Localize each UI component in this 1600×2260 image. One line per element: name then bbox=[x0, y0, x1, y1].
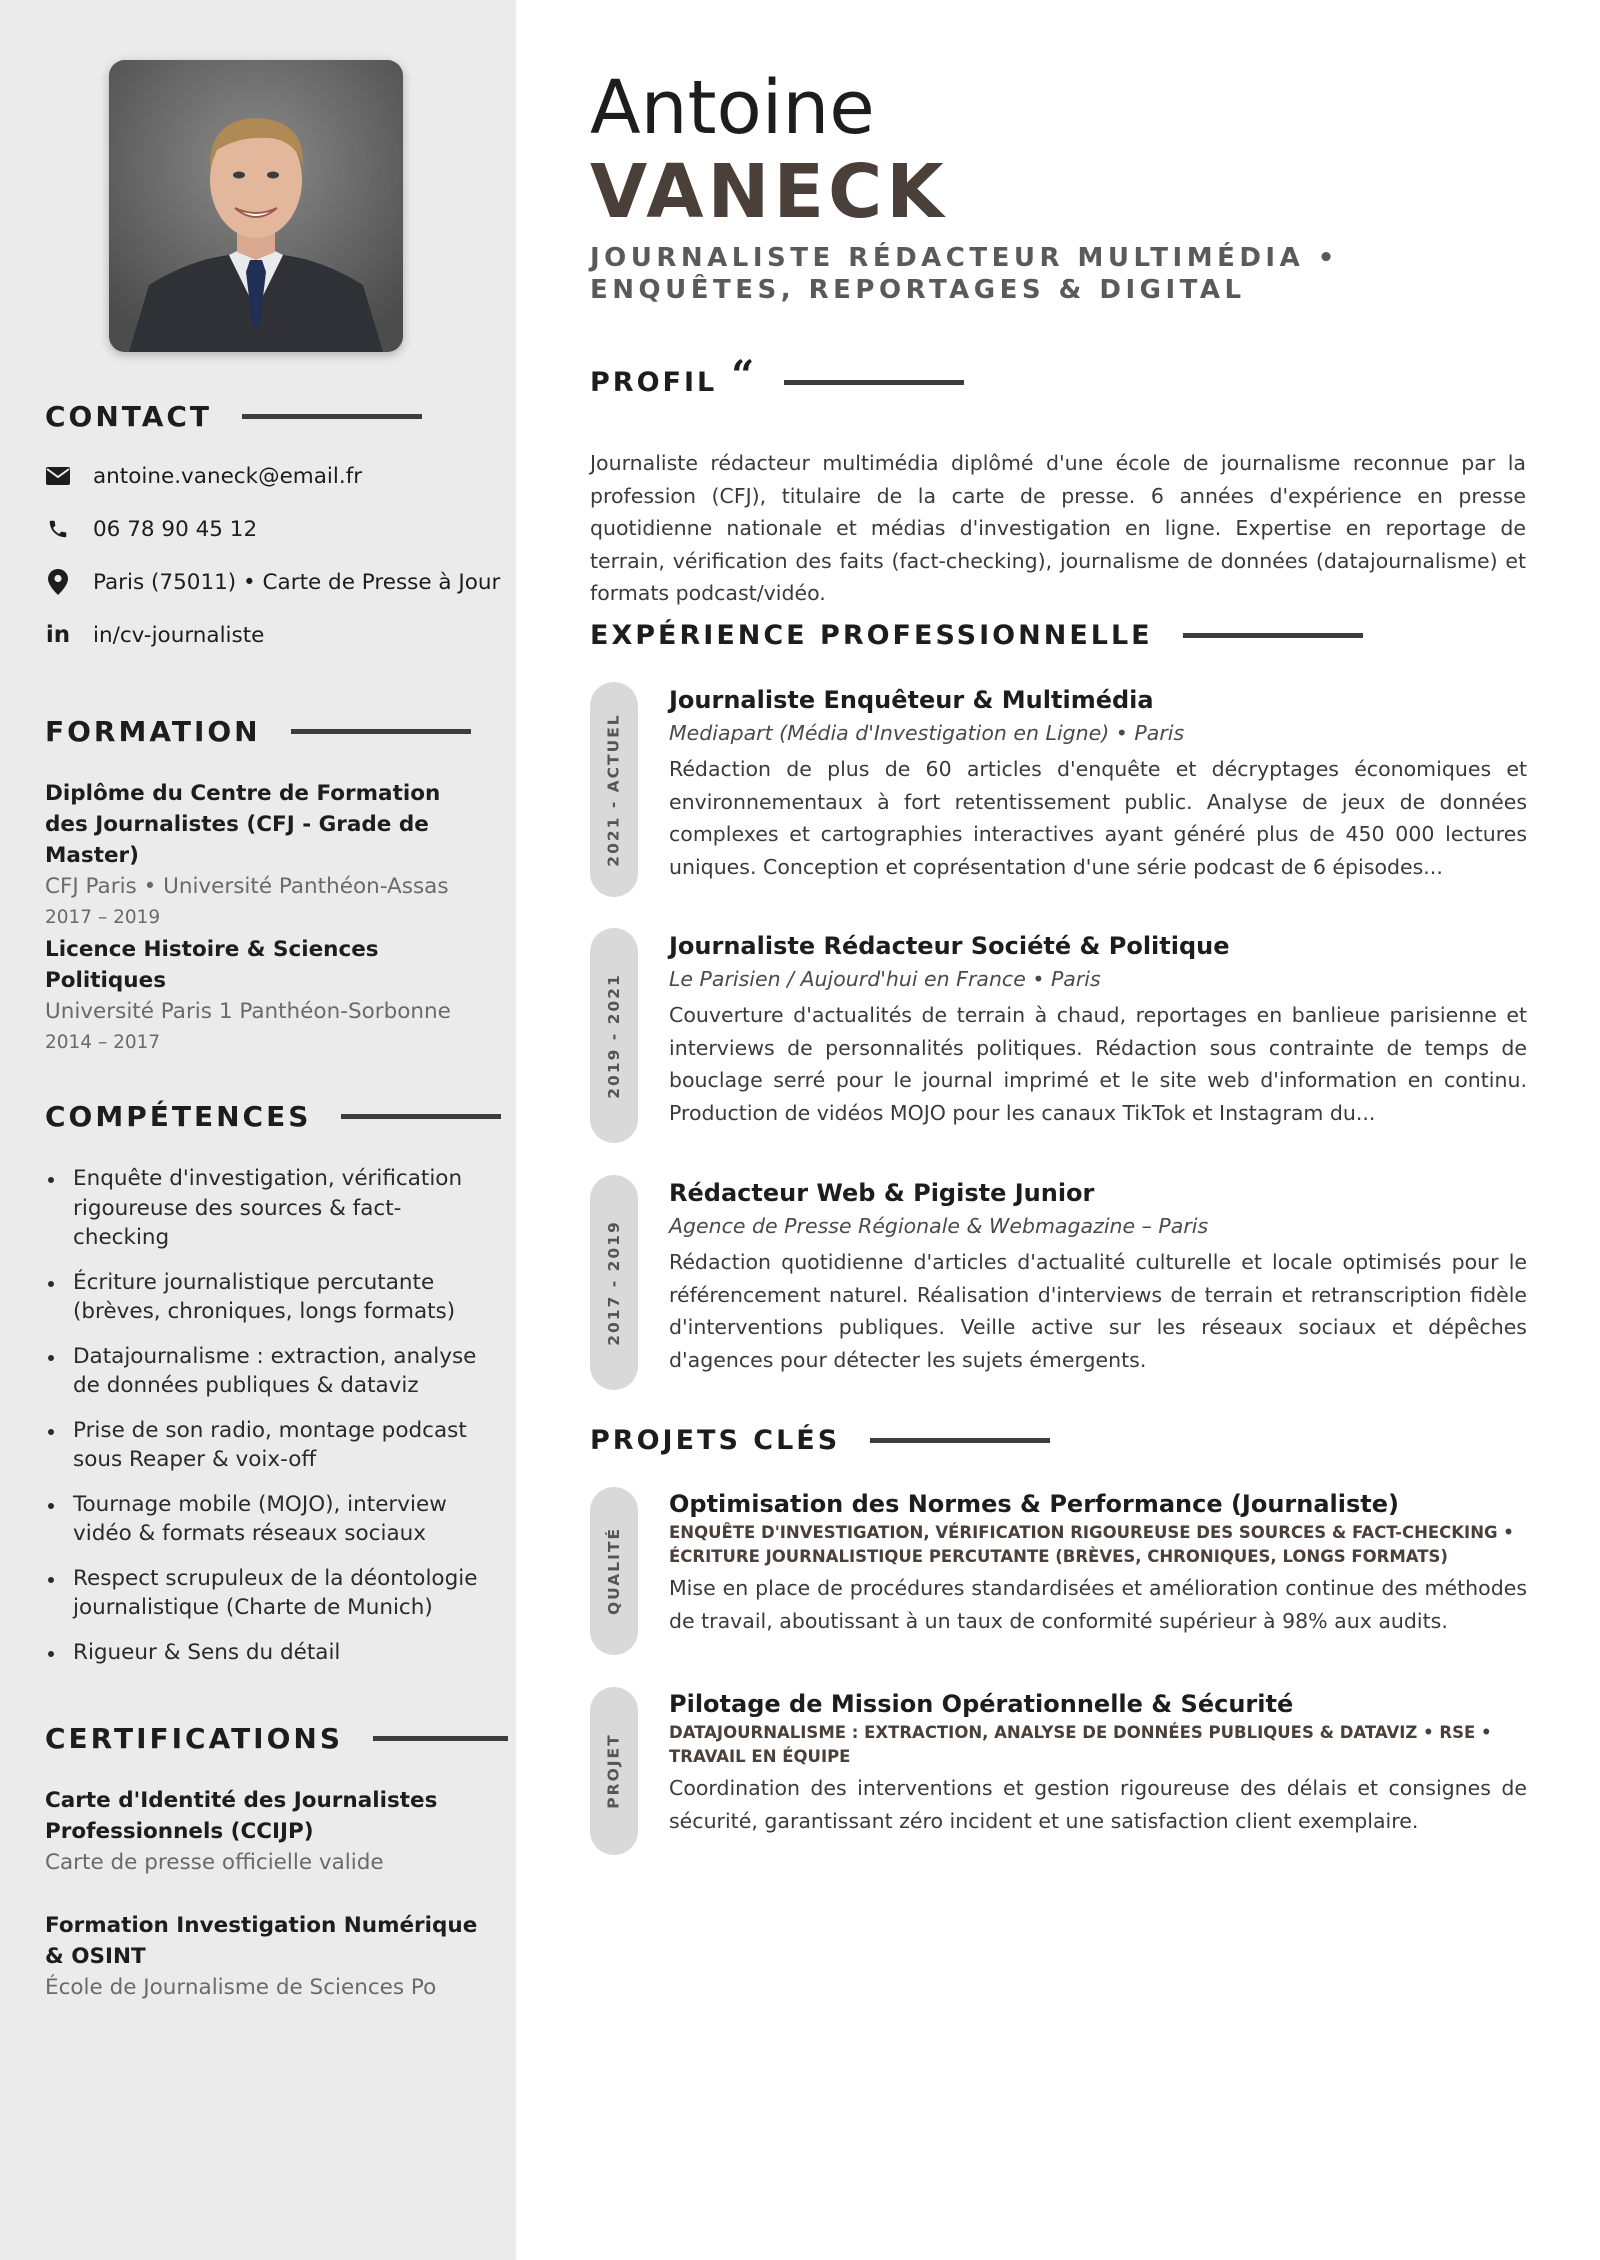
skill-item: Écriture journalistique percutante (brèves, chroniques, longs formats) bbox=[45, 1268, 485, 1327]
heading-rule bbox=[784, 380, 964, 385]
project-keywords: DATAJOURNALISME : EXTRACTION, ANALYSE DE DONNÉES PUBLIQUES & DATAVIZ • RSE • TRAVAIL EN ÉQUIPE bbox=[669, 1723, 1492, 1766]
project-keywords: ENQUÊTE D'INVESTIGATION, VÉRIFICATION RIGOUREUSE DES SOURCES & FACT-CHECKING • ÉCRITURE JOURNALISTIQUE PERCUTANTE (BRÈVES, CHRONIQUES, LONGS FORMATS) bbox=[669, 1523, 1514, 1566]
map-pin-icon bbox=[45, 569, 71, 595]
profile-heading bbox=[590, 352, 964, 399]
project-tag: PROJET bbox=[605, 1733, 623, 1809]
period-label: 2021 - ACTUEL bbox=[605, 712, 623, 867]
certification-item bbox=[45, 1910, 485, 2004]
projects-heading-text: PROJETS CLÉS bbox=[590, 1425, 841, 1456]
contact-location bbox=[45, 569, 500, 595]
competences-heading-text: COMPÉTENCES bbox=[45, 1100, 312, 1133]
job-organization: Agence de Presse Régionale & Webmagazine – Paris bbox=[669, 1214, 1209, 1238]
job-role: Rédacteur Web & Pigiste Junior bbox=[669, 1179, 1095, 1207]
job-organization: Le Parisien / Aujourd'hui en France • Paris bbox=[669, 967, 1101, 991]
location-text: Paris (75011) • Carte de Presse à Jour bbox=[93, 569, 501, 595]
portrait-image bbox=[109, 60, 403, 352]
certification-subtitle: École de Journalisme de Sciences Po bbox=[45, 1975, 437, 2000]
contact-linkedin[interactable] bbox=[45, 622, 264, 648]
project-title: Optimisation des Normes & Performance (Journaliste) bbox=[669, 1490, 1400, 1518]
degree-dates: 2017 – 2019 bbox=[45, 907, 161, 928]
formation-item bbox=[45, 778, 485, 934]
certifications-heading-text: CERTIFICATIONS bbox=[45, 1722, 344, 1755]
sidebar bbox=[0, 0, 516, 2260]
job-role: Journaliste Rédacteur Société & Politique bbox=[669, 932, 1230, 960]
degree-title: Licence Histoire & Sciences Politiques bbox=[45, 937, 379, 993]
competences-heading bbox=[45, 1100, 501, 1133]
heading-rule bbox=[373, 1736, 508, 1741]
certifications-heading bbox=[45, 1722, 508, 1755]
job-description: Couverture d'actualités de terrain à chaud, reportages en banlieue parisienne et interviews de personnalités politiques. Rédaction sous contrainte de temps de bouclage serré pour le journal imprimé et le site web d'information en continu. Production de vidéos MOJO pour les canaux TikTok et Instagram du... bbox=[669, 1003, 1527, 1125]
job-organization: Mediapart (Média d'Investigation en Ligne) • Paris bbox=[669, 721, 1185, 745]
certification-item bbox=[45, 1785, 485, 1879]
linkedin-glyph: in bbox=[45, 622, 71, 648]
project-tag: QUALITÉ bbox=[605, 1526, 623, 1616]
project-description: Coordination des interventions et gestion rigoureuse des délais et consignes de sécurité, garantissant zéro incident et une satisfaction client exemplaire. bbox=[669, 1776, 1527, 1833]
projects-heading bbox=[590, 1425, 1050, 1456]
phone-icon bbox=[45, 516, 71, 542]
contact-email[interactable] bbox=[45, 463, 362, 489]
skill-item: Respect scrupuleux de la déontologie journalistique (Charte de Munich) bbox=[45, 1564, 485, 1623]
linkedin-text[interactable]: in/cv-journaliste bbox=[93, 622, 265, 648]
skills-list bbox=[45, 1164, 485, 1682]
project-tag-pill bbox=[590, 1687, 638, 1855]
formation-item bbox=[45, 934, 485, 1059]
formation-heading-text: FORMATION bbox=[45, 715, 261, 748]
skill-item: Prise de son radio, montage podcast sous Reaper & voix-off bbox=[45, 1416, 485, 1475]
job-role: Journaliste Enquêteur & Multimédia bbox=[669, 686, 1154, 714]
last-name: VANECK bbox=[590, 149, 948, 235]
school-name: Université Paris 1 Panthéon-Sorbonne bbox=[45, 999, 451, 1024]
job-description: Rédaction de plus de 60 articles d'enquête et décryptages économiques et environnementaux à fort retentissement public. Analyse de jeux de données complexes et cartographies interactives ayant généré plus de 450 000 lectures uniques. Conception et coprésentation d'une série podcast de 6 épisodes... bbox=[669, 757, 1527, 879]
heading-rule bbox=[242, 414, 422, 419]
degree-title: Diplôme du Centre de Formation des Journalistes (CFJ - Grade de Master) bbox=[45, 781, 441, 868]
linkedin-icon bbox=[45, 622, 71, 648]
heading-rule bbox=[341, 1114, 501, 1119]
period-label: 2019 - 2021 bbox=[605, 972, 624, 1099]
experience-item bbox=[669, 683, 1527, 883]
envelope-icon bbox=[45, 463, 71, 489]
job-title: JOURNALISTE RÉDACTEUR MULTIMÉDIA • ENQUÊTES, REPORTAGES & DIGITAL bbox=[590, 243, 1339, 305]
school-name: CFJ Paris • Université Panthéon-Assas bbox=[45, 874, 449, 899]
heading-rule bbox=[870, 1438, 1050, 1443]
phone-text[interactable]: 06 78 90 45 12 bbox=[93, 516, 258, 542]
period-pill bbox=[590, 682, 638, 897]
skill-item: Rigueur & Sens du détail bbox=[45, 1638, 485, 1668]
certification-subtitle: Carte de presse officielle valide bbox=[45, 1850, 384, 1875]
contact-heading bbox=[45, 400, 422, 433]
degree-dates: 2014 – 2017 bbox=[45, 1032, 161, 1053]
heading-rule bbox=[291, 729, 471, 734]
period-label: 2017 - 2019 bbox=[605, 1219, 624, 1346]
experience-item bbox=[669, 929, 1527, 1129]
heading-rule bbox=[1183, 633, 1363, 638]
experience-heading bbox=[590, 620, 1363, 651]
email-text[interactable]: antoine.vaneck@email.fr bbox=[93, 463, 363, 489]
project-title: Pilotage de Mission Opérationnelle & Sécurité bbox=[669, 1690, 1294, 1718]
job-description: Rédaction quotidienne d'articles d'actualité culturelle et locale optimisés pour le référencement naturel. Réalisation d'interviews de terrain et retranscription fidèle d'interventions publiques. Veille active sur les réseaux sociaux et dépêches d'agences pour détecter les sujets émergents. bbox=[669, 1250, 1527, 1372]
project-item bbox=[669, 1487, 1527, 1637]
skill-item: Enquête d'investigation, vérification rigoureuse des sources & fact-checking bbox=[45, 1164, 485, 1253]
formation-heading bbox=[45, 715, 471, 748]
contact-heading-text: CONTACT bbox=[45, 400, 213, 433]
contact-phone[interactable] bbox=[45, 516, 257, 542]
certification-title: Formation Investigation Numérique & OSINT bbox=[45, 1913, 478, 1969]
quote-icon: “ bbox=[731, 352, 755, 399]
certification-title: Carte d'Identité des Journalistes Professionnels (CCIJP) bbox=[45, 1788, 438, 1844]
experience-item bbox=[669, 1176, 1527, 1376]
first-name: Antoine bbox=[590, 65, 875, 151]
period-pill bbox=[590, 928, 638, 1143]
skill-item: Datajournalisme : extraction, analyse de données publiques & dataviz bbox=[45, 1342, 485, 1401]
profile-heading-text: PROFIL bbox=[590, 367, 718, 398]
period-pill bbox=[590, 1175, 638, 1390]
profile-photo bbox=[109, 60, 403, 352]
profile-text: Journaliste rédacteur multimédia diplômé d'une école de journalisme reconnue par la profession (CFJ), titulaire de la carte de presse. 6 années d'expérience en presse quotidienne nationale et médias d'investigation en ligne. Expertise en reportage de terrain, vérification des faits (fact-checking), journalisme de données (datajournalisme) et formats podcast/vidéo. bbox=[590, 451, 1526, 605]
project-description: Mise en place de procédures standardisées et amélioration continue des méthodes de travail, aboutissant à un taux de conformité supérieur à 98% aux audits. bbox=[669, 1576, 1527, 1633]
experience-heading-text: EXPÉRIENCE PROFESSIONNELLE bbox=[590, 620, 1153, 651]
skill-item: Tournage mobile (MOJO), interview vidéo & formats réseaux sociaux bbox=[45, 1490, 485, 1549]
project-item bbox=[669, 1687, 1527, 1837]
project-tag-pill bbox=[590, 1487, 638, 1655]
